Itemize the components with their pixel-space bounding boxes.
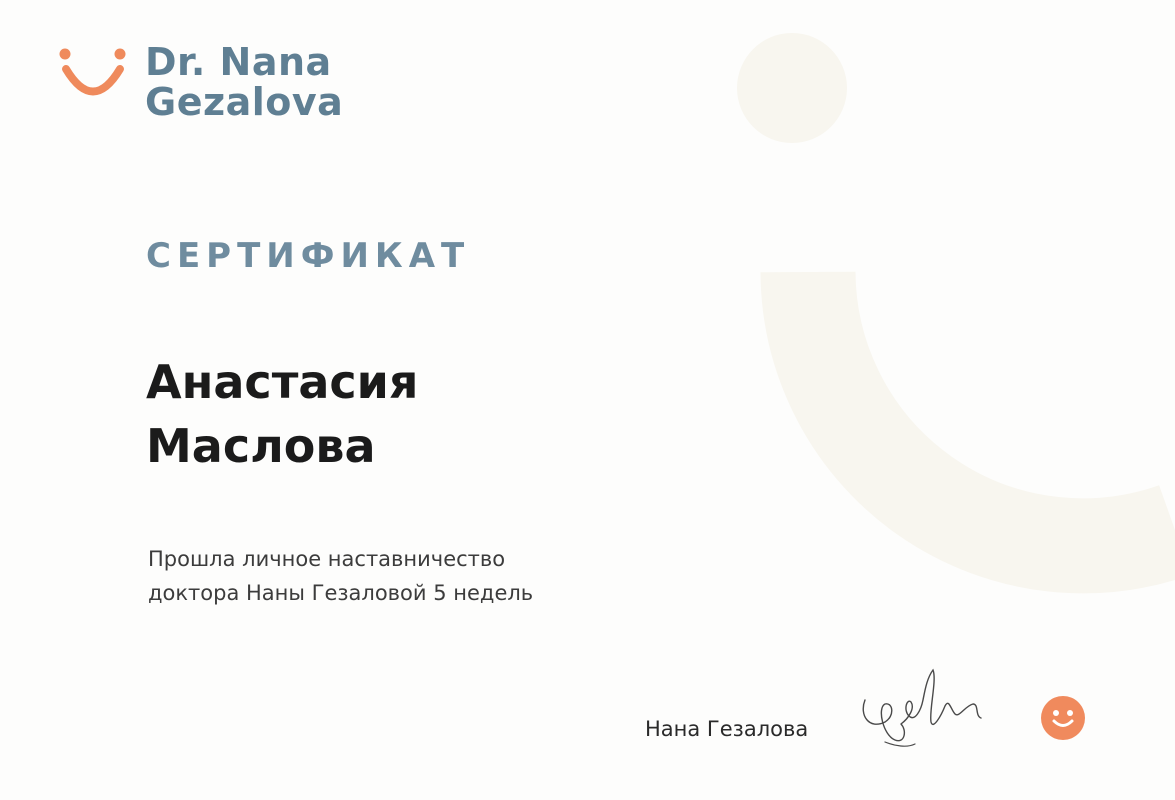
handwritten-signature — [855, 660, 985, 755]
smile-badge-icon — [1041, 696, 1085, 740]
description-line-2: доктора Наны Гезаловой 5 недель — [148, 581, 534, 605]
brand-name-line2: Gezalova — [145, 80, 344, 124]
brand-name — [145, 42, 343, 122]
certificate-description — [148, 542, 533, 610]
recipient-name — [146, 350, 418, 478]
recipient-last-name: Маслова — [146, 419, 376, 473]
recipient-first-name: Анастасия — [146, 355, 419, 409]
smile-logo-icon — [58, 44, 128, 106]
brand-name-line1: Dr. Nana — [145, 40, 332, 84]
description-line-1: Прошла личное наставничество — [148, 547, 506, 571]
signer-name: Нана Гезалова — [645, 717, 809, 741]
certificate-title: СЕРТИФИКАТ — [146, 236, 471, 276]
